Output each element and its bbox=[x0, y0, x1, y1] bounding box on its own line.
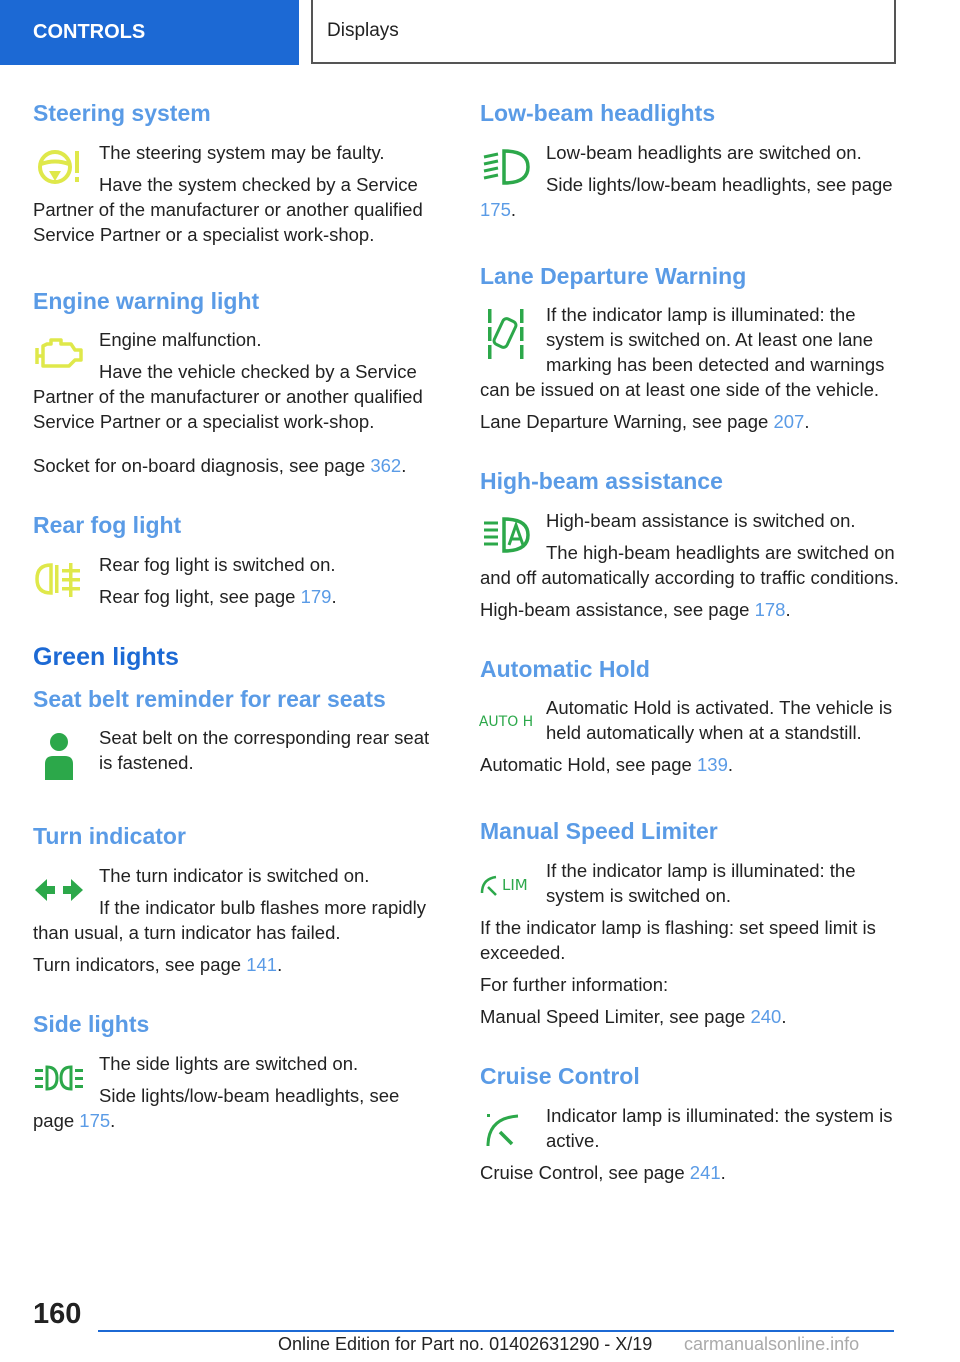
footer-edition: Online Edition for Part no. 01402631290 - X/19 bbox=[278, 1334, 653, 1354]
page-link-178[interactable]: 178 bbox=[754, 598, 786, 620]
steering-warning-icon bbox=[33, 144, 85, 190]
right-column bbox=[480, 100, 900, 1226]
section-steering-system bbox=[33, 100, 443, 254]
high-beam-heading: High-beam assistance bbox=[480, 468, 723, 495]
auto-hold-icon-text: AUTO H bbox=[478, 714, 534, 731]
side-lights-icon bbox=[33, 1055, 85, 1101]
section-automatic-hold bbox=[480, 656, 900, 785]
chapter-label: Displays bbox=[327, 20, 399, 41]
engine-icon bbox=[33, 331, 85, 377]
rear-fog-text-2: Rear fog light, see page 179. bbox=[99, 585, 337, 607]
section-turn-indicator bbox=[33, 823, 443, 977]
turn-text-3: Turn indicators, see page 141. bbox=[33, 953, 283, 975]
cruise-text-1: Indicator lamp is illuminated: the system is active. bbox=[546, 1104, 893, 1151]
speed-limiter-icon bbox=[480, 862, 532, 908]
lane-text-1: If the indicator lamp is illuminated: the system is switched on. At least one lane marking has been detected and warnings can be issued on at least one side of the vehicle. bbox=[480, 304, 885, 401]
page-link-175b[interactable]: 175 bbox=[480, 198, 511, 220]
section-seat-belt bbox=[33, 686, 443, 790]
rear-fog-heading: Rear fog light bbox=[33, 512, 182, 539]
low-beam-text-2: Side lights/low-beam headlights, see page 175. bbox=[480, 173, 893, 220]
engine-text-1: Engine malfunction. bbox=[99, 329, 262, 351]
page-link-179[interactable]: 179 bbox=[300, 585, 332, 607]
chapter-tab bbox=[311, 0, 896, 64]
green-lights-heading: Green lights bbox=[33, 642, 179, 671]
low-beam-icon bbox=[480, 144, 532, 190]
limiter-text-1: If the indicator lamp is illuminated: the system is switched on. bbox=[546, 859, 856, 906]
section-lane-departure bbox=[480, 263, 900, 435]
page-number: 160 bbox=[33, 1298, 82, 1330]
steering-text-2: Have the system checked by a Service Partner of the manufacturer or another qualified Service Partner or a specialist work-shop. bbox=[33, 173, 423, 245]
side-lights-heading: Side lights bbox=[33, 1010, 150, 1037]
turn-indicator-icon bbox=[33, 867, 85, 913]
seat-belt-text: Seat belt on the corresponding rear seat is fastened. bbox=[99, 727, 430, 774]
speed-limiter-icon-text: LIM bbox=[502, 875, 528, 894]
engine-warning-heading: Engine warning light bbox=[33, 287, 260, 314]
page-link-141[interactable]: 141 bbox=[246, 953, 278, 975]
seat-belt-heading: Seat belt reminder for rear seats bbox=[33, 685, 386, 712]
engine-text-2: Have the vehicle checked by a Service Partner of the manufacturer or another qualified Service Partner or a specialist work-shop. bbox=[33, 361, 423, 433]
auto-hold-text-1: Automatic Hold is activated. The vehicle is held automatically when at a standstill. bbox=[546, 697, 893, 744]
auto-hold-text-2: Automatic Hold, see page 139. bbox=[480, 754, 734, 776]
section-low-beam bbox=[480, 100, 900, 229]
side-lights-text-1: The side lights are switched on. bbox=[99, 1052, 359, 1074]
section-cruise-control bbox=[480, 1063, 900, 1192]
page-link-362[interactable]: 362 bbox=[370, 455, 402, 477]
turn-text-2: If the indicator bulb flashes more rapidly than usual, a turn indicator has failed. bbox=[33, 896, 427, 943]
rear-fog-text-1: Rear fog light is switched on. bbox=[99, 553, 336, 575]
limiter-text-2: If the indicator lamp is flashing: set speed limit is exceeded. bbox=[480, 916, 876, 963]
steering-system-heading: Steering system bbox=[33, 100, 211, 126]
limiter-text-4: Manual Speed Limiter, see page 240. bbox=[480, 1005, 787, 1027]
engine-socket-text: Socket for on-board diagnosis, see page 362. bbox=[33, 455, 407, 477]
speed-limiter-heading: Manual Speed Limiter bbox=[480, 818, 718, 845]
limiter-text-3: For further information: bbox=[480, 973, 669, 995]
section-engine-warning bbox=[33, 288, 443, 479]
cruise-control-heading: Cruise Control bbox=[480, 1062, 640, 1089]
lane-departure-heading: Lane Departure Warning bbox=[480, 262, 747, 289]
section-side-lights bbox=[33, 1011, 443, 1140]
section-tab bbox=[0, 0, 299, 65]
high-beam-text-1: High-beam assistance is switched on. bbox=[546, 509, 856, 531]
page-link-175[interactable]: 175 bbox=[79, 1109, 111, 1131]
page-link-241[interactable]: 241 bbox=[689, 1161, 721, 1183]
left-column bbox=[33, 100, 443, 1174]
section-speed-limiter bbox=[480, 818, 900, 1029]
high-beam-text-3: High-beam assistance, see page 178. bbox=[480, 598, 791, 620]
page-link-139[interactable]: 139 bbox=[697, 754, 728, 776]
page-link-207[interactable]: 207 bbox=[773, 411, 805, 433]
rear-fog-icon bbox=[33, 556, 85, 602]
footer-rule bbox=[98, 1330, 894, 1332]
section-high-beam-assist bbox=[480, 468, 900, 622]
steering-text-1: The steering system may be faulty. bbox=[99, 141, 385, 163]
high-beam-assist-icon bbox=[480, 512, 532, 558]
high-beam-text-2: The high-beam headlights are switched on and off automatically according to traffic conditions. bbox=[480, 541, 899, 588]
watermark: carmanualsonline.info bbox=[684, 1334, 860, 1354]
auto-hold-icon bbox=[480, 699, 532, 745]
section-label: CONTROLS bbox=[33, 21, 146, 43]
side-lights-text-2: Side lights/low-beam headlights, see page 175. bbox=[33, 1084, 400, 1131]
cruise-control-icon bbox=[480, 1107, 532, 1153]
low-beam-text-1: Low-beam headlights are switched on. bbox=[546, 141, 862, 163]
cruise-text-2: Cruise Control, see page 241. bbox=[480, 1161, 726, 1183]
lane-departure-icon bbox=[480, 306, 532, 362]
turn-indicator-heading: Turn indicator bbox=[33, 823, 186, 850]
automatic-hold-heading: Automatic Hold bbox=[480, 655, 650, 682]
section-rear-fog-light bbox=[33, 512, 443, 616]
lane-text-2: Lane Departure Warning, see page 207. bbox=[480, 411, 810, 433]
seat-belt-icon bbox=[33, 729, 85, 785]
low-beam-heading: Low-beam headlights bbox=[480, 100, 716, 126]
turn-text-1: The turn indicator is switched on. bbox=[99, 864, 370, 886]
page-link-240[interactable]: 240 bbox=[750, 1005, 782, 1027]
